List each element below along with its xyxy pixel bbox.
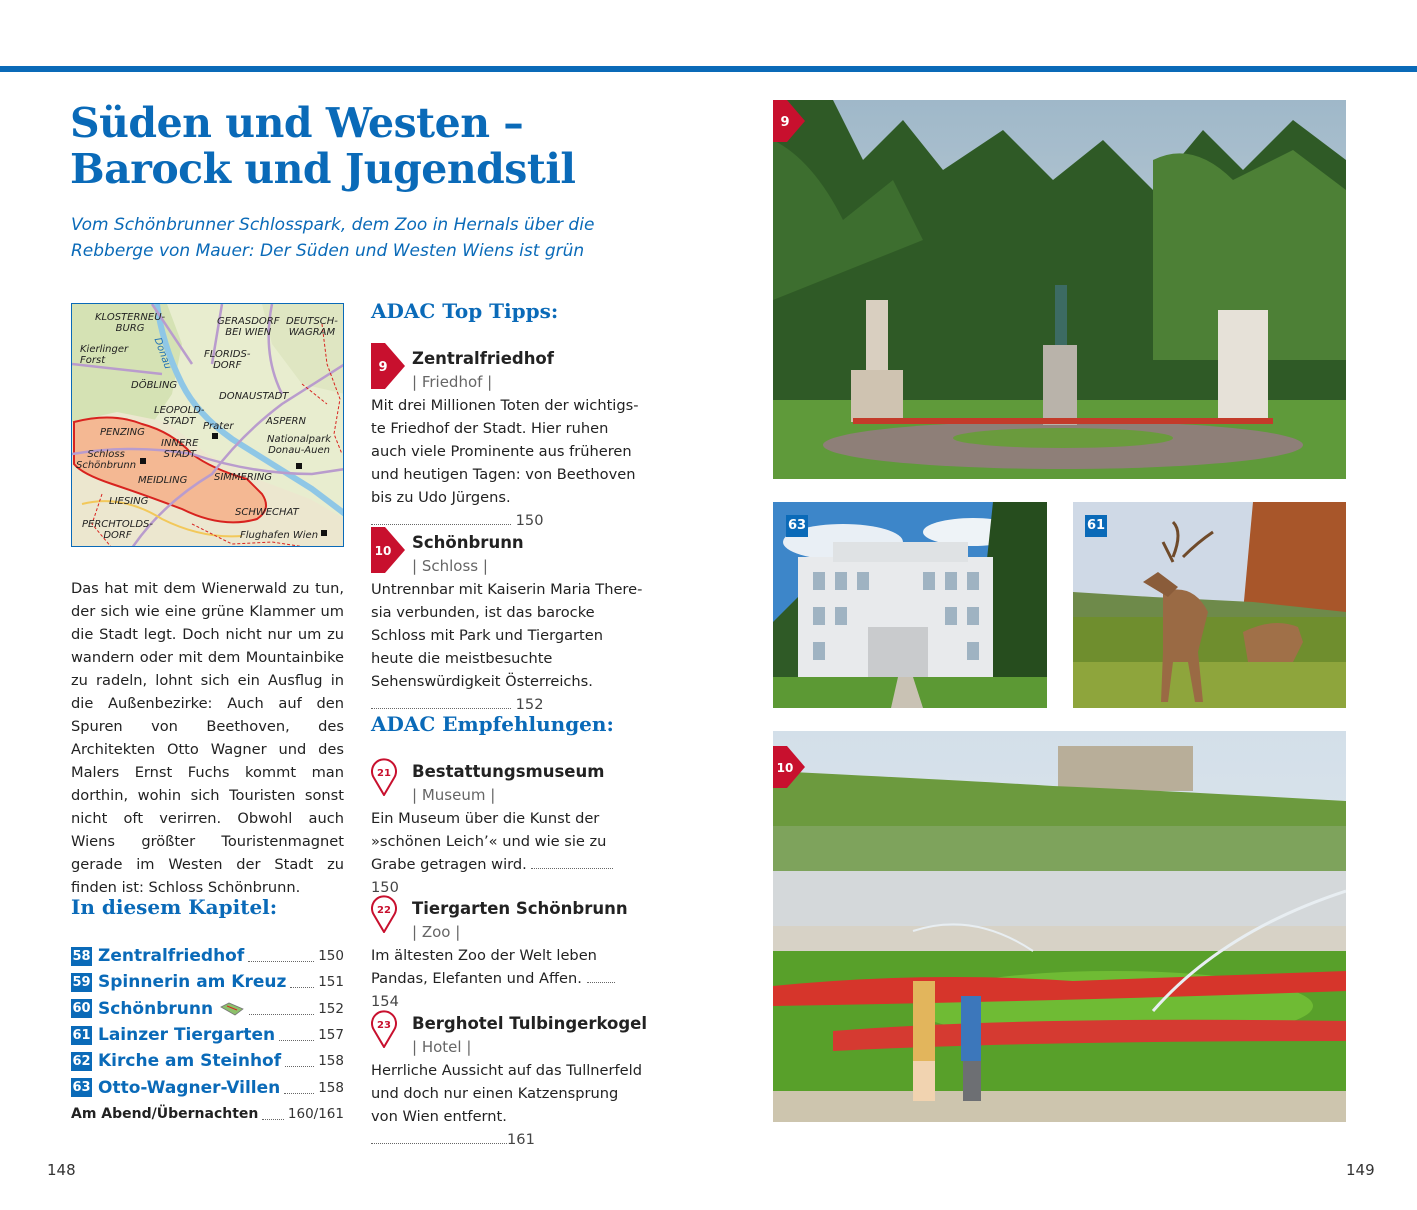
title-line-1: Süden und Westen – <box>70 99 524 147</box>
top-tip-badge <box>371 527 405 573</box>
recommendation-pin-icon <box>371 895 397 933</box>
map-label-simmering: SIMMERING <box>214 472 272 483</box>
recommendation-pin-icon <box>371 758 397 796</box>
map-sheet-icon <box>219 1001 245 1017</box>
toc-leader <box>285 1055 314 1067</box>
top-tip-item <box>371 347 643 532</box>
photo-cemetery-badge <box>773 100 805 142</box>
toc-item[interactable] <box>71 969 344 995</box>
chapter-heading: In diesem Kapitel: <box>71 895 278 919</box>
photo-villa <box>773 502 1047 708</box>
recommendation-description-text: Herrliche Aussicht auf das Tullnerfeld und doch nur einen Katzensprung von Wien entfernt. <box>371 1062 642 1125</box>
top-tip-page: 150 <box>515 512 544 529</box>
top-tip-badge-number: 10 <box>374 544 392 558</box>
leader-dots <box>371 700 511 709</box>
recommendation-name[interactable]: Tiergarten Schönbrunn <box>412 899 628 918</box>
toc-item-page: 150 <box>318 948 344 965</box>
recommendation-category: | Museum | <box>412 786 496 804</box>
recommendation-page: 150 <box>371 879 399 896</box>
map-marker-schoenbrunn <box>140 458 146 464</box>
map-label-innere-stadt: INNERE STADT <box>161 438 199 460</box>
map-label-meidling: MEIDLING <box>138 475 188 486</box>
map-label-deutsch-wagram: DEUTSCH- WAGRAM <box>286 316 338 338</box>
map-label-gerasdorf: GERASDORF BEI WIEN <box>217 316 280 338</box>
map-label-prater: Prater <box>203 421 234 432</box>
top-tip-category: | Friedhof | <box>412 373 493 391</box>
toc-item-page: 157 <box>318 1027 344 1044</box>
map-label-nationalpark: Nationalpark Donau-Auen <box>267 434 332 456</box>
top-tip-page: 152 <box>515 696 544 713</box>
toc-item-number: 61 <box>72 1027 91 1043</box>
map-label-kierlinger-forst: Kierlinger Forst <box>80 344 129 366</box>
overview-map <box>71 303 344 547</box>
svg-text:10: 10 <box>776 761 794 775</box>
map-label-leopoldstadt: LEOPOLD- STADT <box>154 405 205 427</box>
toc-item-page: 151 <box>318 974 344 991</box>
top-tip-description <box>371 394 643 532</box>
top-tip-category: | Schloss | <box>412 557 488 575</box>
recommendation-pin-icon <box>371 1010 397 1048</box>
page-title <box>70 100 710 192</box>
top-tip-description-text: Mit drei Millionen Toten der wichtigste Friedhof der Stadt. Hier ruhen auch viele Prominente aus früheren und heutigen Tagen: von Beethoven bis zu Udo Jürgens. <box>371 397 639 506</box>
map-marker-flughafen <box>321 530 327 536</box>
top-tip-badge-number: 9 <box>378 360 388 375</box>
toc-item-page: 158 <box>318 1053 344 1070</box>
subtitle-line-2: Rebberge von Mauer: Der Süden und Westen Wiens ist grün <box>71 241 585 261</box>
top-tip-description <box>371 578 643 716</box>
leader-dots <box>531 860 613 869</box>
toc-item[interactable] <box>71 943 344 969</box>
toc-evening-label[interactable]: Am Abend/Übernachten <box>71 1105 259 1122</box>
leader-dots <box>371 1135 507 1144</box>
recommendations-heading: ADAC Empfehlungen: <box>371 712 614 736</box>
toc-item-title[interactable]: Kirche am Steinhof <box>98 1051 282 1072</box>
top-tip-description-text: Untrennbar mit Kaiserin Maria Theresia verbunden, ist das barocke Schloss mit Park und Tiergarten heute die meistbesuchte Sehenswürdigkeit Österreichs. <box>371 581 643 690</box>
leader-dots <box>371 516 511 525</box>
toc-item-number: 63 <box>72 1080 91 1096</box>
map-label-donau: Donau <box>151 336 174 371</box>
recommendation-item <box>371 897 643 1013</box>
page-number-right: 149 <box>1346 1161 1375 1179</box>
toc-item-title[interactable]: Otto-Wagner-Villen <box>98 1077 281 1098</box>
recommendation-item <box>371 1012 647 1151</box>
chapter-toc <box>71 943 344 1127</box>
toc-leader <box>262 1108 284 1120</box>
toc-item-title[interactable]: Schönbrunn <box>98 998 214 1019</box>
leader-dots <box>587 974 615 983</box>
toc-leader <box>279 1029 314 1041</box>
toc-evening-page: 160/161 <box>287 1105 344 1122</box>
recommendation-category: | Hotel | <box>412 1038 472 1056</box>
top-tips-heading: ADAC Top Tipps: <box>371 299 559 323</box>
photo-cemetery <box>773 100 1346 479</box>
map-label-floridsdorf: FLORIDS- DORF <box>204 349 251 371</box>
recommendation-description <box>371 944 643 1013</box>
map-marker-nationalpark <box>296 463 302 469</box>
toc-item-number: 60 <box>72 1001 91 1017</box>
toc-item-title[interactable]: Spinnerin am Kreuz <box>98 972 287 993</box>
map-label-penzing: PENZING <box>100 427 145 438</box>
toc-item-number: 62 <box>72 1053 91 1069</box>
photo-deer <box>1073 502 1346 708</box>
recommendation-description <box>371 1059 643 1151</box>
top-tip-badge <box>371 343 405 389</box>
recommendation-page: 154 <box>371 993 399 1010</box>
photo-deer-badge: 61 <box>1085 515 1107 537</box>
photo-deer-image <box>1073 502 1346 708</box>
top-tip-item <box>371 531 643 716</box>
toc-item-number: 58 <box>72 948 91 964</box>
map-label-schwechat: SCHWECHAT <box>235 507 299 518</box>
recommendation-item <box>371 760 643 899</box>
toc-item[interactable] <box>71 1048 344 1074</box>
toc-leader <box>249 1003 314 1015</box>
svg-text:9: 9 <box>780 115 790 130</box>
intro-text: Das hat mit dem Wienerwald zu tun, der sich wie eine grüne Klammer um die Stadt legt. Doch nicht nur um zu wandern oder mit dem Mountainbike zu radeln, lohnt sich ein Ausflug in die Außenbezirke: Auch auf den Spuren von Beethoven, des Architekten Otto Wagner und des Malers Ernst Fuchs kommt man dorthin, wohin sich Touristen sonst nicht oft verirren. Obwohl auch Wiens größter Touristenmagnet gerade im Westen der Stadt zu finden ist: Schloss Schönbrunn. <box>71 580 344 896</box>
photo-villa-badge: 63 <box>786 515 808 537</box>
photo-schoenbrunn-garden <box>773 731 1346 1122</box>
recommendation-number: 23 <box>377 1020 391 1031</box>
recommendation-number: 22 <box>377 905 391 916</box>
photo-garden-badge <box>773 746 805 788</box>
map-label-flughafen: Flughafen Wien <box>240 530 319 541</box>
recommendation-page: 161 <box>507 1131 535 1148</box>
toc-item-title[interactable]: Lainzer Tiergarten <box>98 1025 276 1046</box>
toc-item[interactable] <box>71 996 344 1022</box>
recommendation-name[interactable]: Berghotel Tulbingerkogel <box>412 1014 647 1033</box>
map-marker-innere-stadt <box>212 433 218 439</box>
recommendation-description-text: Ein Museum über die Kunst der »schönen Leich’« und wie sie zu Grabe getragen wird. <box>371 810 607 873</box>
map-label-donaustadt: DONAUSTADT <box>219 391 289 402</box>
photo-garden-image <box>773 731 1346 1122</box>
top-tip-name[interactable]: Zentralfriedhof <box>412 349 554 368</box>
subtitle-line-1: Vom Schönbrunner Schlosspark, dem Zoo in Hernals über die <box>71 215 595 235</box>
recommendation-description-text: Im ältesten Zoo der Welt leben Pandas, Elefanten und Affen. <box>371 947 597 987</box>
recommendation-number: 21 <box>377 768 391 779</box>
toc-leader <box>284 1082 314 1094</box>
top-tip-name[interactable]: Schönbrunn <box>412 533 524 552</box>
photo-cemetery-image <box>773 100 1346 479</box>
recommendation-description <box>371 807 643 899</box>
toc-item-page: 158 <box>318 1079 344 1096</box>
toc-item-number: 59 <box>72 974 91 990</box>
toc-item[interactable] <box>71 1074 344 1100</box>
page-number-left: 148 <box>47 1161 76 1179</box>
toc-evening-row[interactable] <box>71 1101 344 1127</box>
top-rule <box>0 66 1417 72</box>
map-label-liesing: LIESING <box>109 496 149 507</box>
map-label-klosterneuburg: KLOSTERNEU- BURG <box>95 312 166 334</box>
toc-leader <box>290 976 314 988</box>
toc-item[interactable] <box>71 1022 344 1048</box>
recommendation-category: | Zoo | <box>412 923 461 941</box>
photo-villa-image <box>773 502 1047 708</box>
map-label-schloss-schoenbrunn: Schloss Schönbrunn <box>76 449 137 471</box>
title-line-2: Barock und Jugendstil <box>70 145 576 193</box>
page-subtitle <box>71 212 711 264</box>
recommendation-name[interactable]: Bestattungsmuseum <box>412 762 605 781</box>
toc-item-page: 152 <box>318 1000 344 1017</box>
toc-leader <box>248 950 314 962</box>
map-label-perchtoldsdorf: PERCHTOLDS- DORF <box>82 519 154 541</box>
map-label-aspern: ASPERN <box>266 416 306 427</box>
map-label-doebling: DÖBLING <box>131 380 178 391</box>
toc-item-title[interactable]: Zentralfriedhof <box>98 946 245 967</box>
